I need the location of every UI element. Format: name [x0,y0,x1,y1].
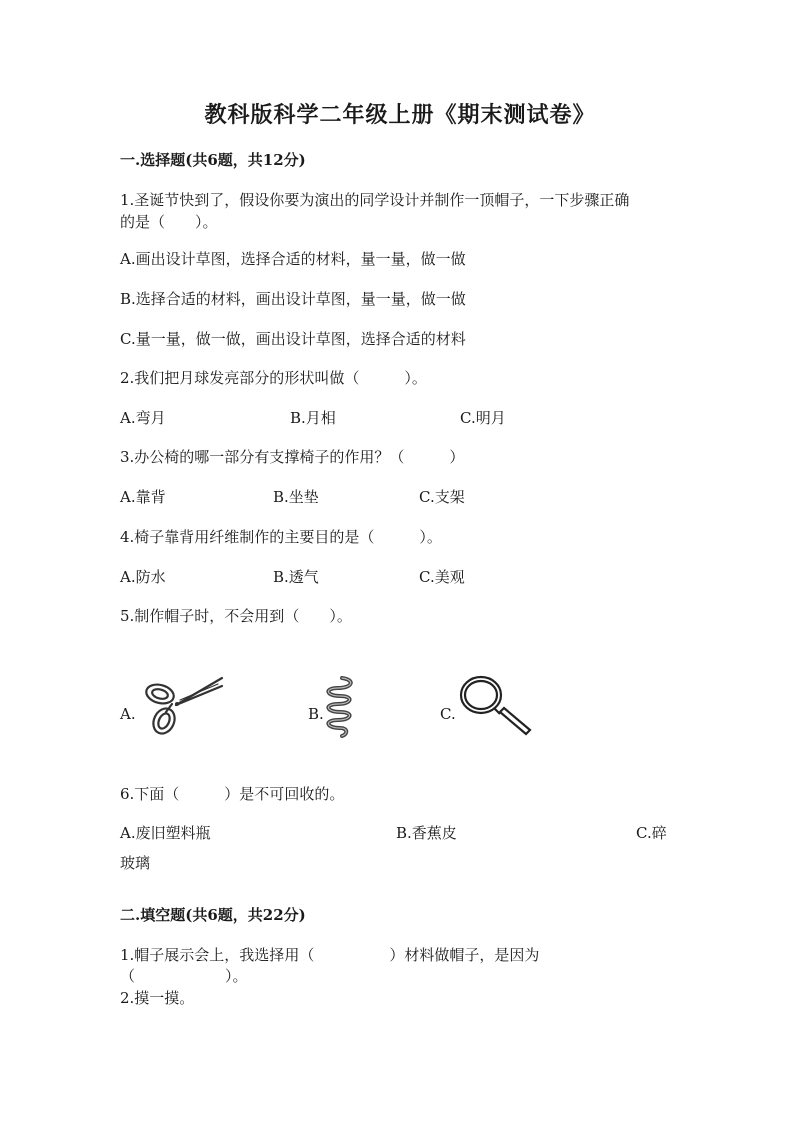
q6-option-a: A.废旧塑料瓶 [120,824,211,842]
fill-q1-line2: （ ）。 [120,967,248,985]
q6-option-c: C.碎 [636,824,667,842]
q2-stem: 2.我们把月球发亮部分的形状叫做（ ）。 [120,369,427,387]
q2-option-b: B.月相 [290,409,336,427]
q4-stem: 4.椅子靠背用纤维制作的主要目的是（ ）。 [120,528,442,546]
page-title: 教科版科学二年级上册《期末测试卷》 [204,102,596,128]
q4-option-c: C.美观 [419,568,465,586]
q4-option-b: B.透气 [273,568,319,586]
scissors-icon [136,672,228,738]
q1-stem-line1: 1.圣诞节快到了，假设你要为演出的同学设计并制作一顶帽子，一下步骤正确 [120,191,630,209]
q5-option-a: A. [120,705,136,723]
q5-option-c: C. [440,705,456,723]
fill-q1-line1: 1.帽子展示会上，我选择用（ ）材料做帽子，是因为 [120,946,540,964]
q6-option-b: B.香蕉皮 [396,824,457,842]
magnifying-glass-icon [456,672,534,740]
q1-option-c: C.量一量，做一做，画出设计草图，选择合适的材料 [120,330,466,348]
q1-option-a: A.画出设计草图，选择合适的材料，量一量，做一做 [120,250,466,268]
q4-option-a: A.防水 [120,568,166,586]
q3-option-a: A.靠背 [120,488,166,506]
fill-q2: 2.摸一摸。 [120,989,195,1007]
q6-option-c-continued: 玻璃 [120,854,151,872]
section1-heading: 一.选择题(共6题，共12分) [120,151,306,169]
q1-option-b: B.选择合适的材料，画出设计草图，量一量，做一做 [120,290,466,308]
q5-stem: 5.制作帽子时，不会用到（ ）。 [120,607,352,625]
q2-option-a: A.弯月 [120,409,166,427]
q3-option-c: C.支架 [419,488,465,506]
q6-stem: 6.下面（ ）是不可回收的。 [120,785,345,803]
q3-option-b: B.坐垫 [273,488,319,506]
q3-stem: 3.办公椅的哪一部分有支撑椅子的作用？（ ） [120,448,465,466]
section2-heading: 二.填空题(共6题，共22分) [120,906,306,924]
q5-option-b: B. [308,705,324,723]
q1-stem-line2: 的是（ ）。 [120,213,218,231]
spring-icon [322,674,358,738]
q2-option-c: C.明月 [460,409,506,427]
